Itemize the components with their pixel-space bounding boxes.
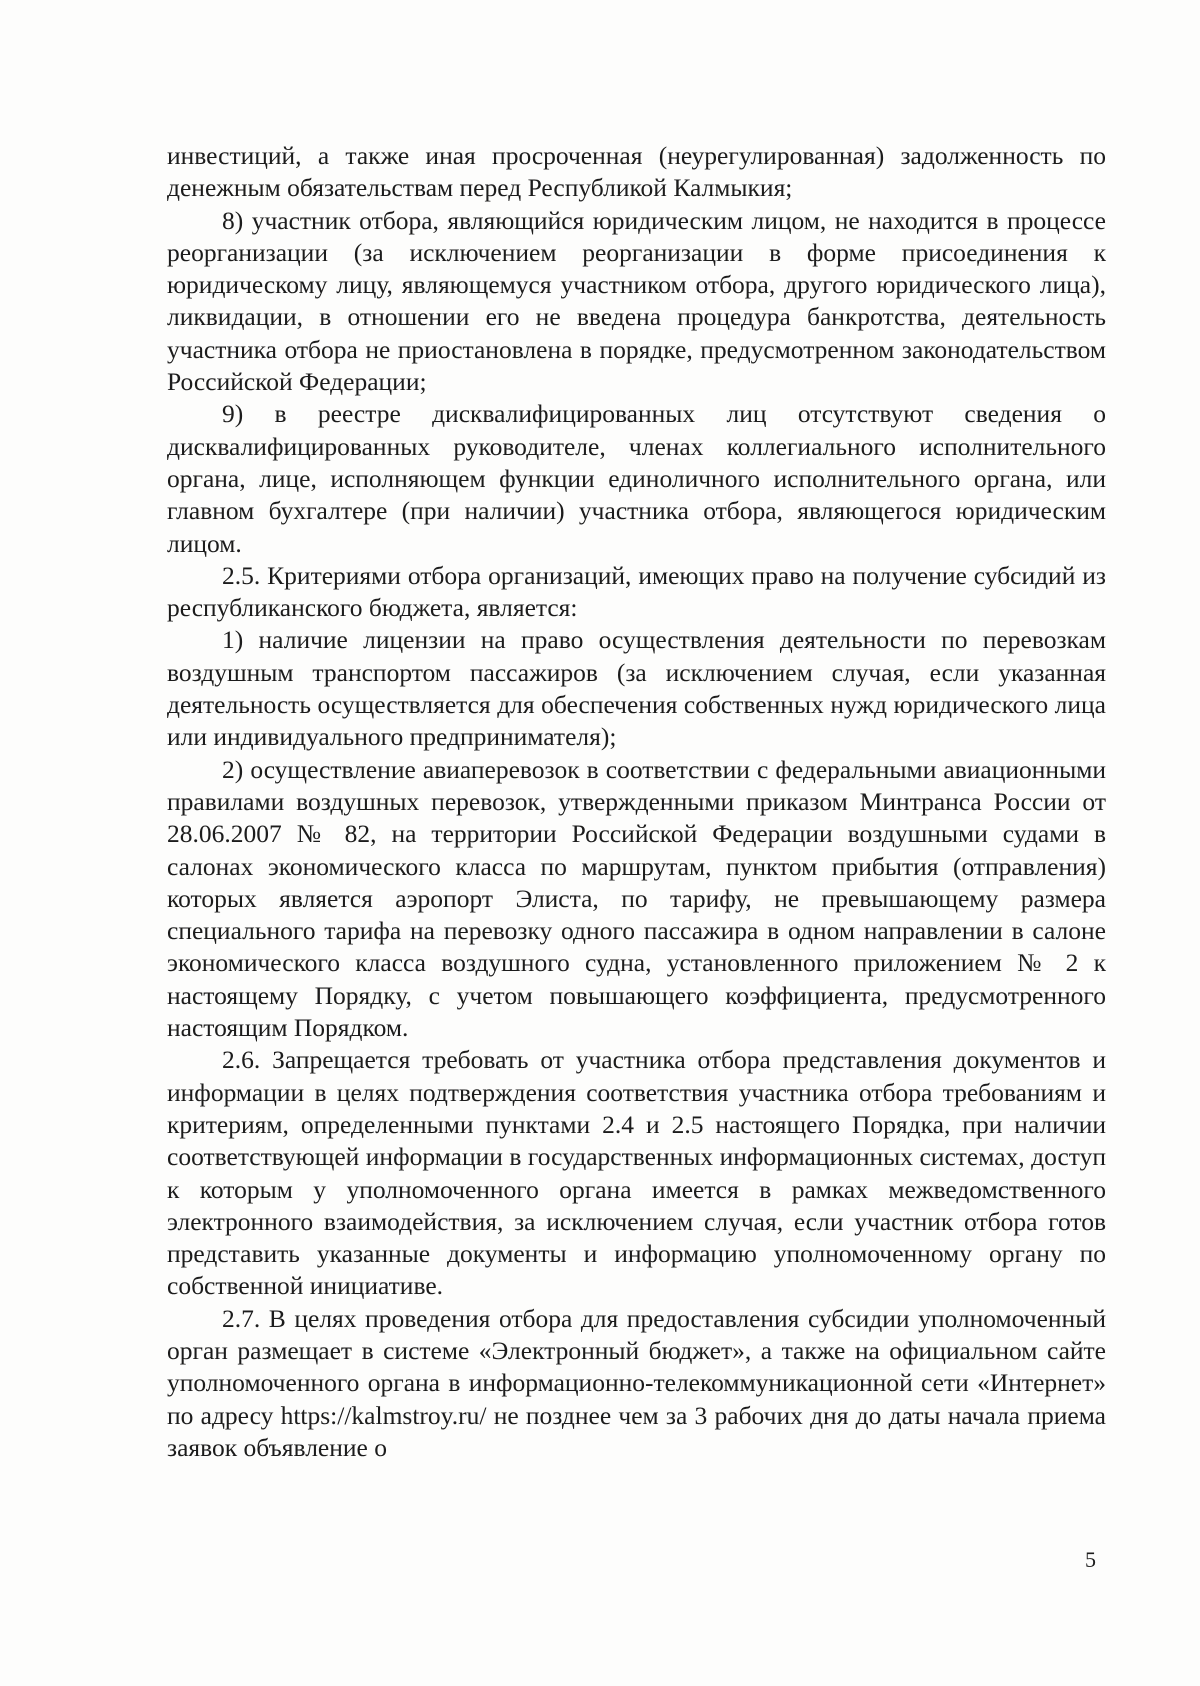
paragraph-continuation: инвестиций, а также иная просроченная (неурегулированная) задолженность по денежным обязательствам перед Республикой Калмыкия; — [167, 141, 1106, 203]
paragraph-2-5-item-1: 1) наличие лицензии на право осуществления деятельности по перевозкам воздушным транспортом пассажиров (за исключением случая, если указанная деятельность осуществляется для обеспечения собственных нужд юридического лица или индивидуального предпринимателя); — [167, 625, 1106, 752]
document-body — [167, 140, 1106, 1464]
paragraph-2-7: 2.7. В целях проведения отбора для предоставления субсидии уполномоченный орган размещает в системе «Электронный бюджет», а также на официальном сайте уполномоченного органа в информационно-телекоммуникационной сети «Интернет» по адресу https://kalmstroy.ru/ не позднее чем за 3 рабочих дня до даты начала приема заявок объявление о — [167, 1303, 1106, 1462]
page-number: 5 — [1085, 1547, 1096, 1572]
paragraph-2-5: 2.5. Критериями отбора организаций, имеющих право на получение субсидий из республиканского бюджета, является: — [167, 560, 1106, 623]
paragraph-item-8: 8) участник отбора, являющийся юридическим лицом, не находится в процессе реорганизации (за исключением реорганизации в форме присоединения к юридическому лицу, являющемуся участником отбора, другого юридического лица), ликвидации, в отношении его не введена процедура банкротства, деятельность участника отбора не приостановлена в порядке, предусмотренном законодательством Российской Федерации; — [167, 205, 1106, 397]
paragraph-2-5-item-2: 2) осуществление авиаперевозок в соответствии с федеральными авиационными правилами воздушных перевозок, утвержденными приказом Минтранса России от 28.06.2007 № 82, на территории Российской Федерации воздушными судами в салонах экономического класса по маршрутам, пунктом прибытия (отправления) которых является аэропорт Элиста, по тарифу, не превышающему размера специального тарифа на перевозку одного пассажира в одном направлении в салоне экономического класса воздушного судна, установленного приложением № 2 к настоящему Порядку, с учетом повышающего коэффициента, предусмотренного настоящим Порядком. — [167, 754, 1106, 1043]
paragraph-2-6: 2.6. Запрещается требовать от участника отбора представления документов и информации в целях подтверждения соответствия участника отбора требованиям и критериям, определенными пунктами 2.4 и 2.5 настоящего Порядка, при наличии соответствующей информации в государственных информационных системах, доступ к которым у уполномоченного органа имеется в рамках межведомственного электронного взаимодействия, за исключением случая, если участник отбора готов представить указанные документы и информацию уполномоченному органу по собственной инициативе. — [167, 1045, 1106, 1301]
paragraph-item-9: 9) в реестре дисквалифицированных лиц отсутствуют сведения о дисквалифицированных руководителе, членах коллегиального исполнительного органа, лице, исполняющем функции единоличного исполнительного органа, или главном бухгалтере (при наличии) участника отбора, являющегося юридическим лицом. — [167, 399, 1106, 558]
